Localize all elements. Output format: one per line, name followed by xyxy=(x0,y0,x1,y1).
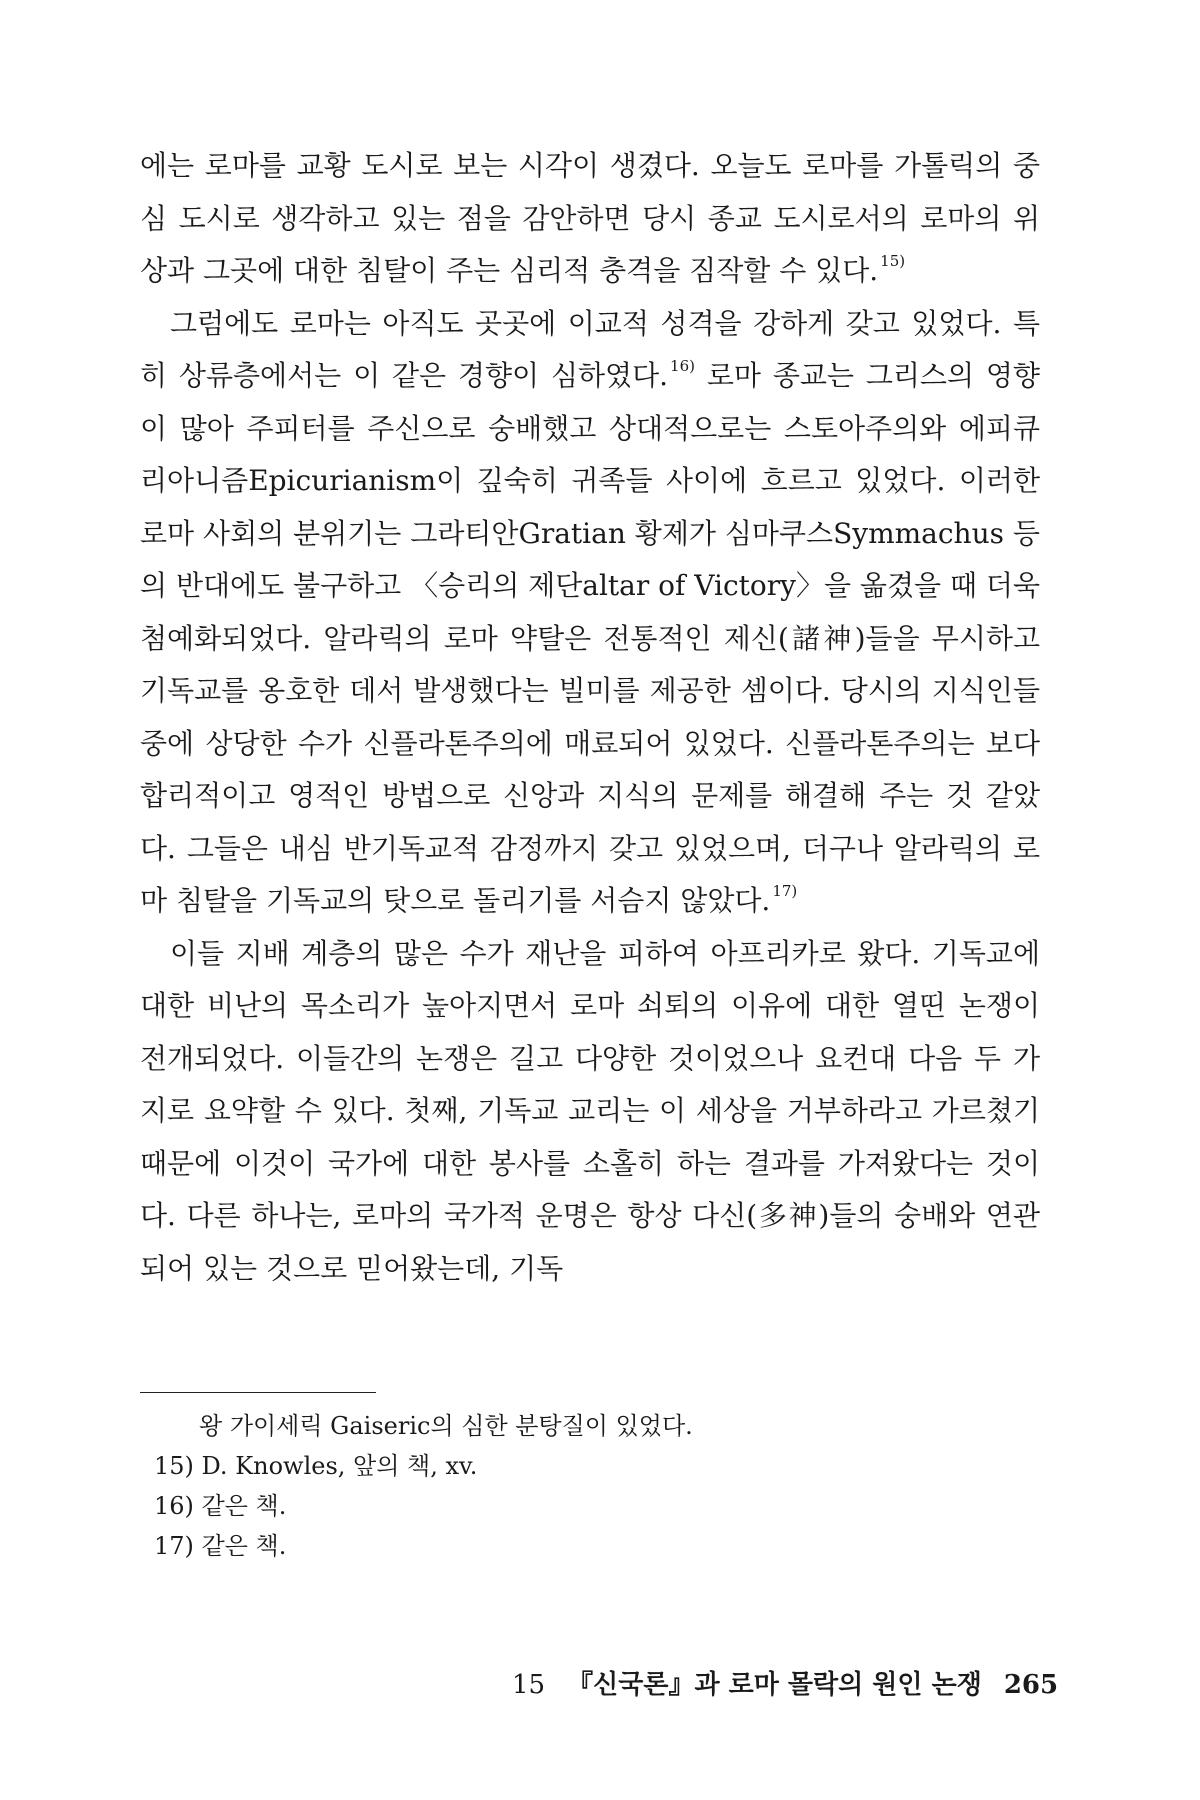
footnote-divider xyxy=(140,1392,376,1393)
footnote-16 xyxy=(154,1486,954,1526)
page-body xyxy=(140,140,1040,1295)
footnote-text: 같은 책. xyxy=(201,1492,287,1520)
footnote-number: 15) xyxy=(154,1452,194,1480)
chapter-title: 『신국론』과 로마 몰락의 원인 논쟁 xyxy=(567,1670,982,1700)
paragraph-2 xyxy=(140,298,1040,928)
footnote-ref-17: 17) xyxy=(772,882,798,900)
paragraph-2-text-b: 로마 종교는 그리스의 영향이 많아 주피터를 주신으로 숭배했고 상대적으로는 스토아주의와 에피큐리아니즘Epicurianism이 깊숙히 귀족들 사이에 흐르고 있었다. 이러한 로마 사회의 분위기는 그라티안Gratian 황제가 심마쿠스Symmachus 등의 반대에도 불구하고 〈승리의 제단altar of Victory〉을 옮겼을 때 더욱 첨예화되었다. 알라릭의 로마 약탈은 전통적인 제신(諸神)들을 무시하고 기독교를 옹호한 데서 발생했다는 빌미를 제공한 셈이다. 당시의 지식인들 중에 상당한 수가 신플라톤주의에 매료되어 있었다. 신플라톤주의는 보다 합리적이고 영적인 방법으로 신앙과 지식의 문제를 해결해 주는 것 같았다. 그들은 내심 반기독교적 감정까지 갖고 있었으며, 더구나 알라릭의 로마 침탈을 기독교의 탓으로 돌리기를 서슴지 않았다. xyxy=(140,359,1040,917)
footnote-ref-15: 15) xyxy=(880,252,906,270)
paragraph-3-text: 이들 지배 계층의 많은 수가 재난을 피하여 아프리카로 왔다. 기독교에 대한 비난의 목소리가 높아지면서 로마 쇠퇴의 이유에 대한 열띤 논쟁이 전개되었다. 이들간의 논쟁은 길고 다양한 것이었으나 요컨대 다음 두 가지로 요약할 수 있다. 첫째, 기독교 교리는 이 세상을 거부하라고 가르쳤기 때문에 이것이 국가에 대한 봉사를 소홀히 하는 결과를 가져왔다는 것이다. 다른 하나는, 로마의 국가적 운명은 항상 다신(多神)들의 숭배와 연관되어 있는 것으로 믿어왔는데, 기독 xyxy=(140,936,1040,1285)
paragraph-1 xyxy=(140,140,1040,298)
footnote-number: 16) xyxy=(154,1492,194,1520)
paragraph-1-text: 에는 로마를 교황 도시로 보는 시각이 생겼다. 오늘도 로마를 가톨릭의 중심 도시로 생각하고 있는 점을 감안하면 당시 종교 도시로서의 로마의 위상과 그곳에 대한 침탈이 주는 심리적 충격을 짐작할 수 있다. xyxy=(140,149,1040,287)
running-footer xyxy=(512,1664,1058,1701)
footnotes xyxy=(154,1406,954,1566)
paragraph-2-text-a: 그럼에도 로마는 아직도 곳곳에 이교적 성격을 강하게 갖고 있었다. 특히 상류층에서는 이 같은 경향이 심하였다. xyxy=(140,306,1040,392)
footnote-number: 17) xyxy=(154,1532,194,1560)
footnote-continuation: 왕 가이세릭 Gaiseric의 심한 분탕질이 있었다. xyxy=(199,1412,693,1440)
chapter-number: 15 xyxy=(512,1670,546,1700)
page-number: 265 xyxy=(1003,1670,1059,1700)
footnote-15 xyxy=(154,1446,954,1486)
footnote-text: 같은 책. xyxy=(201,1532,287,1560)
footnote-ref-16: 16) xyxy=(670,357,695,375)
paragraph-3 xyxy=(140,928,1040,1296)
footnote-17 xyxy=(154,1526,954,1566)
footnote-text: D. Knowles, 앞의 책, xv. xyxy=(201,1452,478,1480)
